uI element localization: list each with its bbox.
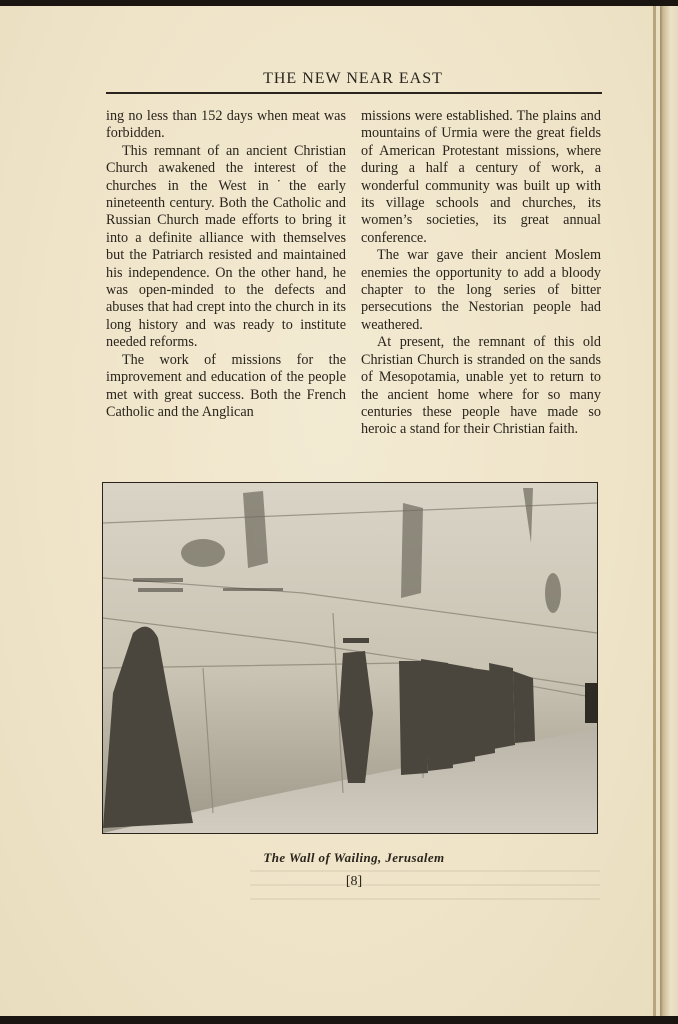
figure-caption: The Wall of Wailing, Jerusalem xyxy=(263,850,445,865)
page-number: [8] xyxy=(345,874,363,889)
paragraph: This remnant of an ancient Christian Church awakened the interest of the churches in the West in˙the early nineteenth century. Both the Catholic and Russian Church made efforts to bring it into a definite alliance with themselves but the Patriarch resisted and maintained his independence. On the other hand, he was open-minded to the defects and abuses that had crept into the church in its long history and was ready to institute needed reforms. xyxy=(106,142,346,351)
paragraph: At present, the remnant of this old Christian Church is stranded on the sands of Mesopotamia, unable yet to return to the ancient home where for so many centuries these people have made so heroic a stand for their Christian faith. xyxy=(361,334,601,438)
photo-illustration xyxy=(103,483,597,833)
paragraph: missions were established. The plains and mountains of Urmia were the great fields of American Protestant missions, where during a half a century of work, a wonderful community was built up with its village schools and churches, its women’s societies, its great annual conference. xyxy=(361,108,601,246)
book-right-leaf xyxy=(660,6,678,1016)
paragraph: ing no less than 152 days when meat was forbidden. xyxy=(106,108,346,142)
paragraph: The work of missions for the improvement and education of the people met with great success. Both the French Catholic and the Anglican xyxy=(106,351,346,420)
running-head: THE NEW NEAR EAST xyxy=(263,70,443,87)
page-gutter xyxy=(653,6,656,1016)
right-column xyxy=(361,108,601,439)
left-column xyxy=(106,108,346,421)
wailing-wall-photograph xyxy=(102,482,598,834)
paragraph: The war gave their ancient Moslem enemies the opportunity to add a bloody chapter to the long series of bitter persecutions the Nestorian people had weathered. xyxy=(361,247,601,333)
header-rule xyxy=(106,92,602,94)
